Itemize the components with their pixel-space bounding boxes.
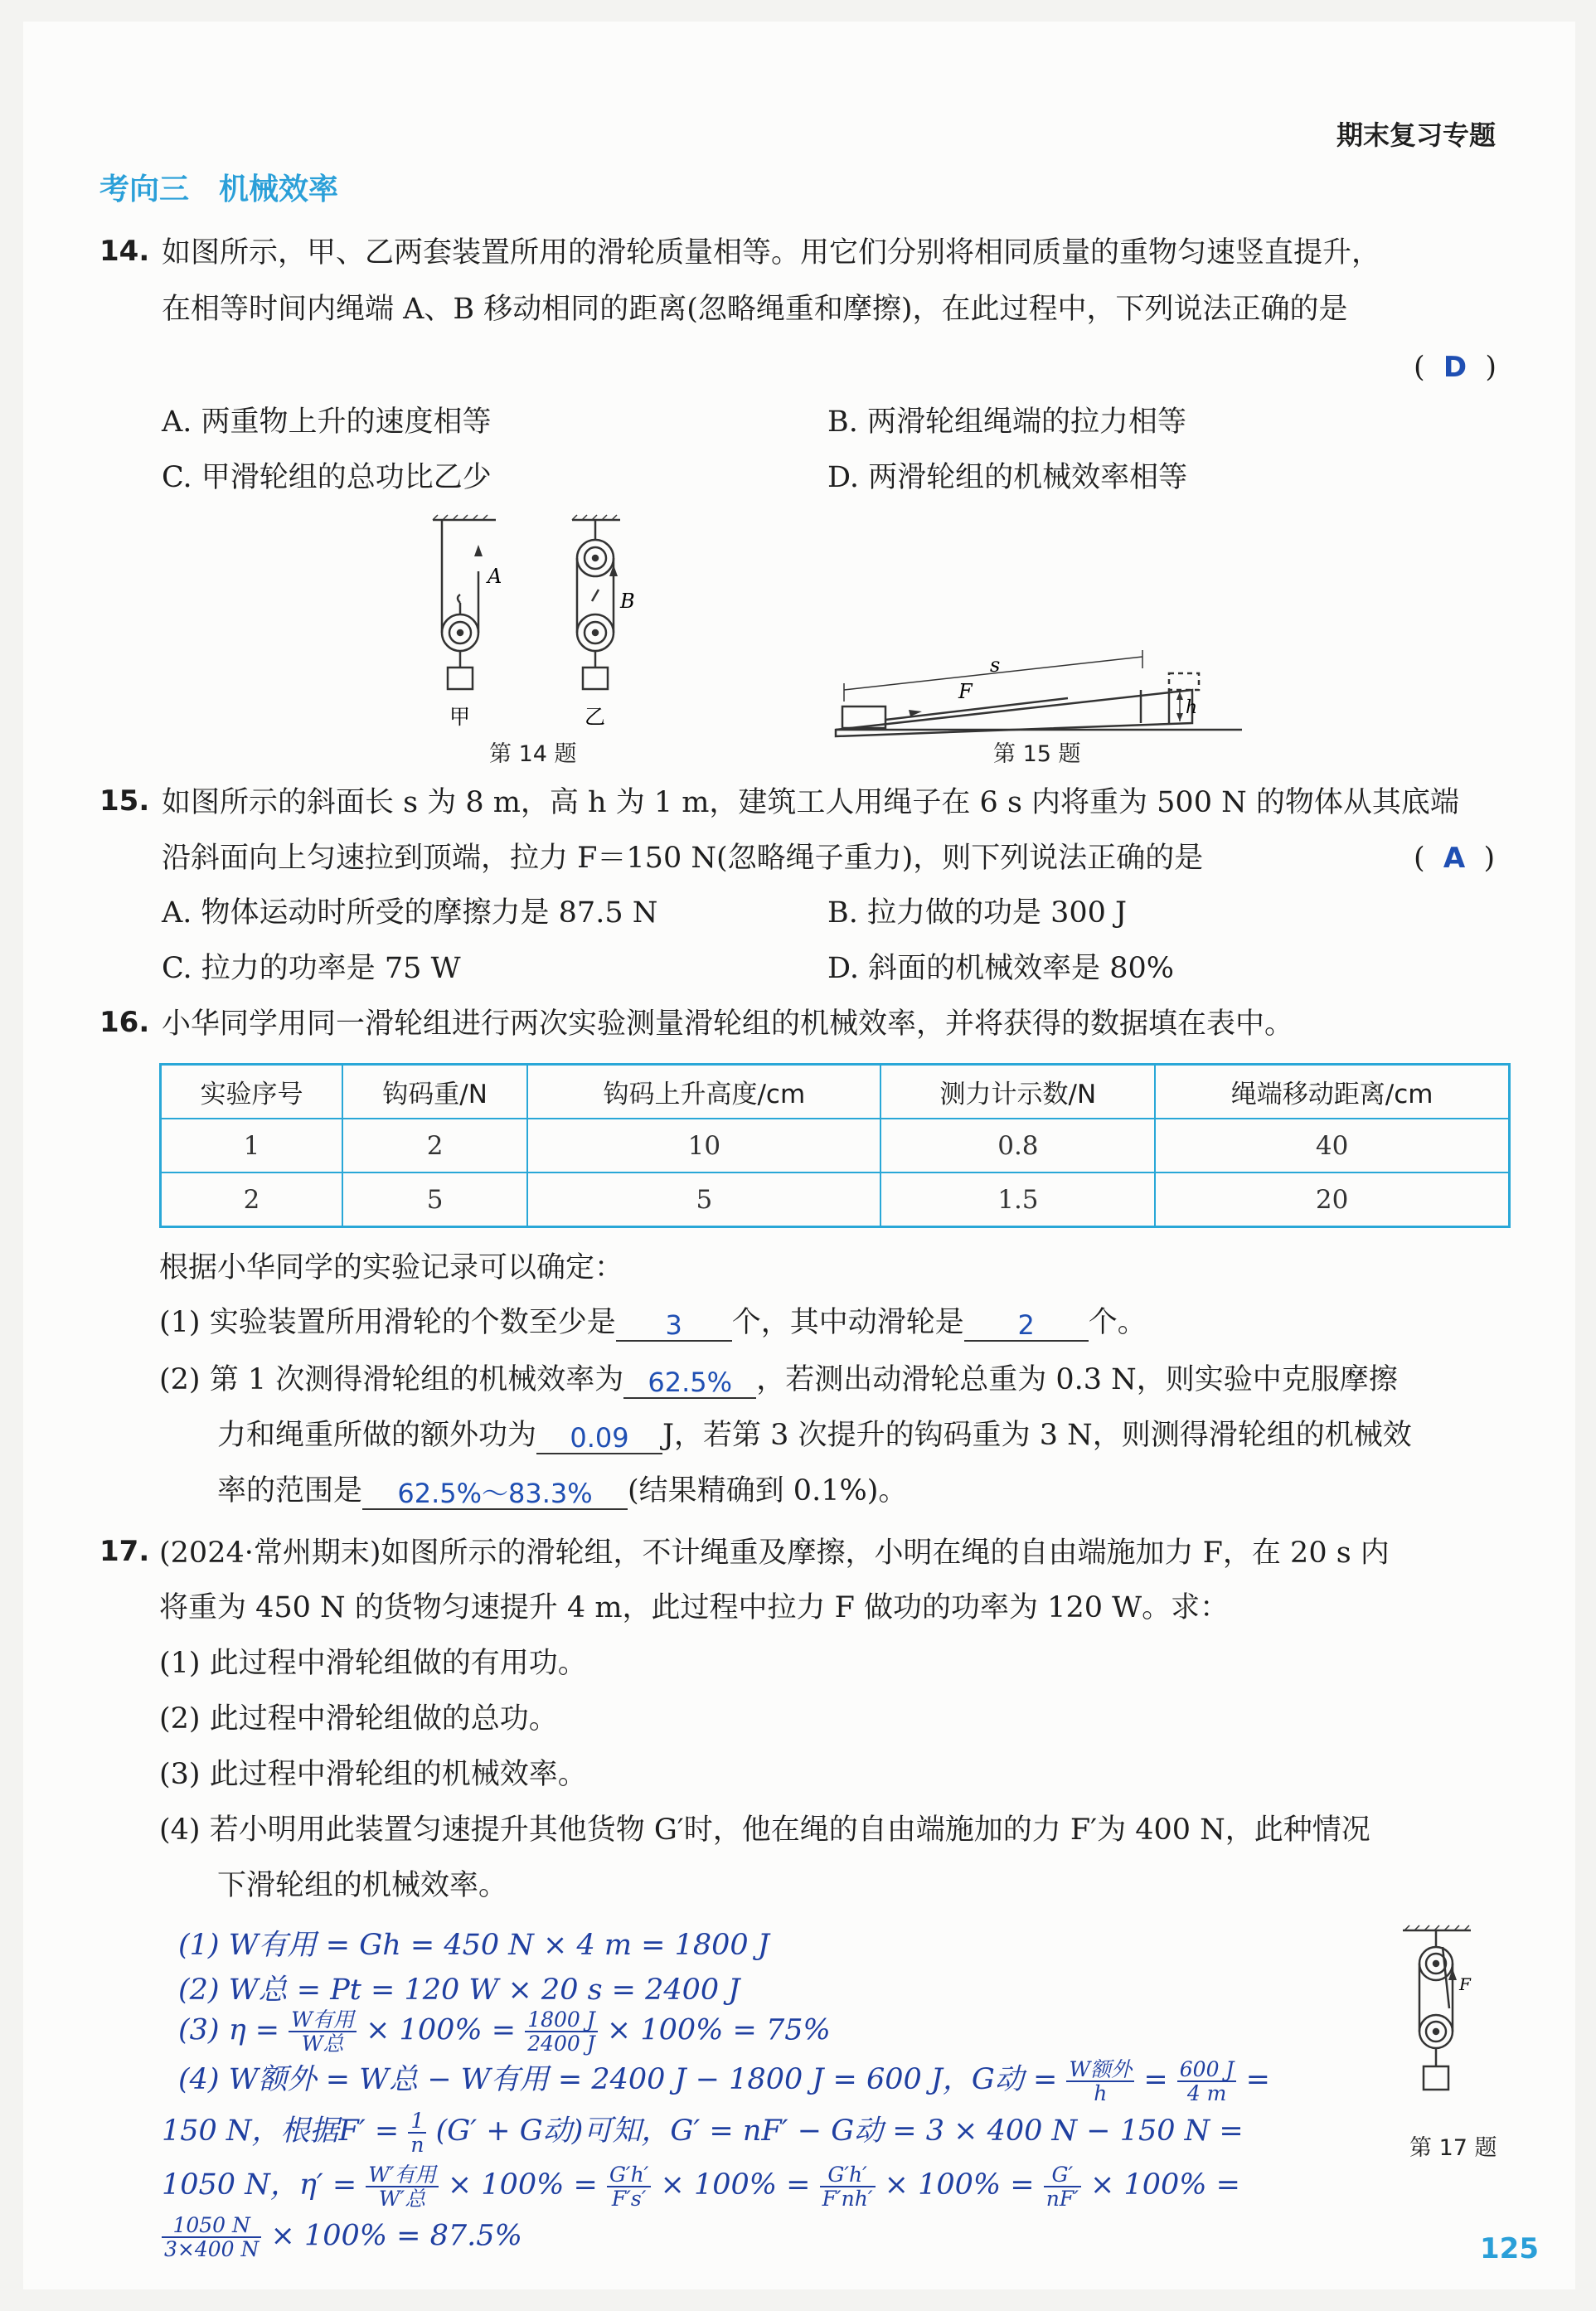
denominator: 3×400 N <box>164 2237 260 2261</box>
fraction <box>1044 2163 1081 2210</box>
answer-letter: A <box>1443 842 1466 875</box>
question-stem: 如图所示，甲、乙两套装置所用的滑轮质量相等。用它们分别将相同质量的重物匀速竖直提升， <box>162 236 1381 269</box>
text: × 100% = <box>884 2168 1044 2202</box>
fraction <box>525 2008 598 2055</box>
table-cell: 2 <box>342 1119 527 1172</box>
table-cell: 1.5 <box>880 1172 1155 1227</box>
label-h: h <box>1186 697 1198 718</box>
answer-letter: D <box>1443 351 1467 384</box>
table-header-row <box>161 1065 1510 1119</box>
numerator: G′h′ <box>820 2163 876 2187</box>
solution-line <box>162 2214 522 2260</box>
denominator: F′s′ <box>611 2186 647 2211</box>
solution-line <box>162 2162 1240 2210</box>
table-row <box>161 1119 1510 1172</box>
denominator: n <box>410 2132 424 2157</box>
denominator: h <box>1094 2080 1108 2105</box>
text: (2) 第 1 次测得滑轮组的机械效率为 <box>159 1363 624 1396</box>
numerator: 600 J <box>1177 2058 1237 2082</box>
text: × 100% = <box>1090 2168 1240 2202</box>
answer-blank: 0.09 <box>536 1423 662 1454</box>
table-header: 实验序号 <box>161 1065 342 1119</box>
question-number: 16. <box>99 1006 150 1039</box>
question-stem: 在相等时间内绳端 A、B 移动相同的距离(忽略绳重和摩擦)，在此过程中，下列说法正确的是 <box>162 293 1348 326</box>
figure-caption: 第 17 题 <box>1409 2135 1497 2161</box>
option-b: B. 两滑轮组绳端的拉力相等 <box>827 405 1186 439</box>
numerator: 1 <box>408 2110 426 2134</box>
sub-question: (1) 此过程中滑轮组做的有用功。 <box>159 1647 587 1680</box>
denominator: W总 <box>301 2032 344 2056</box>
text: (1) 实验装置所用滑轮的个数至少是 <box>159 1306 616 1339</box>
text: = <box>1245 2063 1270 2096</box>
table-cell: 0.8 <box>880 1119 1155 1172</box>
question-stem: 如图所示的斜面长 s 为 8 m，高 h 为 1 m，建筑工人用绳子在 6 s 内将重为 500 N 的物体从其底端 <box>162 786 1459 819</box>
question-number: 15. <box>99 784 150 818</box>
solution-line <box>178 2056 1270 2105</box>
fraction <box>408 2110 426 2156</box>
answer-bracket: ( A ) <box>1414 842 1496 875</box>
sub-question: (3) 此过程中滑轮组的机械效率。 <box>159 1758 587 1791</box>
numerator: 1800 J <box>525 2008 598 2032</box>
option-c: C. 拉力的功率是 75 W <box>162 952 461 985</box>
question-stem: (2024·常州期末)如图所示的滑轮组，不计绳重及摩擦，小明在绳的自由端施加力 F，在 20 s 内 <box>159 1537 1390 1570</box>
table-cell: 10 <box>527 1119 880 1172</box>
label-f: F <box>958 680 973 703</box>
numerator: 1050 N <box>162 2214 261 2238</box>
option-d: D. 斜面的机械效率是 80% <box>827 952 1174 985</box>
fraction <box>1066 2058 1134 2105</box>
pulley-figure <box>1395 1922 1486 2113</box>
table-cell: 20 <box>1155 1172 1509 1227</box>
solution-line: (1) W有用 = Gh = 450 N × 4 m = 1800 J <box>178 1929 769 1962</box>
option-b: B. 拉力做的功是 300 J <box>827 896 1128 930</box>
table-header: 钩码上升高度/cm <box>527 1065 880 1119</box>
option-a: A. 两重物上升的速度相等 <box>162 405 492 439</box>
label-b: B <box>620 590 635 613</box>
table-cell: 2 <box>161 1172 342 1227</box>
label-f: F <box>1459 1974 1471 1994</box>
denominator: W′总 <box>378 2186 426 2211</box>
sub-question <box>217 1472 907 1510</box>
text: 个，其中动滑轮是 <box>731 1306 964 1339</box>
option-a: A. 物体运动时所受的摩擦力是 87.5 N <box>162 896 658 930</box>
table-row <box>161 1172 1510 1227</box>
answer-blank: 3 <box>616 1310 732 1342</box>
text: J，若第 3 次提升的钩码重为 3 N，则测得滑轮组的机械效 <box>662 1419 1412 1452</box>
table-header: 测力计示数/N <box>880 1065 1155 1119</box>
figure-caption: 第 14 题 <box>489 741 577 767</box>
text: × 100% = <box>447 2168 607 2202</box>
label-yi: 乙 <box>585 705 606 729</box>
pulley-figure <box>415 510 647 759</box>
fraction <box>366 2163 438 2210</box>
data-table <box>159 1063 1511 1228</box>
question-number: 14. <box>99 235 150 268</box>
denominator: 4 m <box>1186 2080 1227 2105</box>
text: (4) W额外 = W总 − W有用 = 2400 J − 1800 J = 600 J，G动 = <box>178 2063 1067 2096</box>
text: (G′ + G动)可知，G′ = nF′ − G动 = 3 × 400 N − 150 N = <box>435 2114 1244 2148</box>
text: = <box>1143 2063 1177 2096</box>
sub-question: (4) 若小明用此装置匀速提升其他货物 G′时，他在绳的自由端施加的力 F′为 400 N，此种情况 <box>159 1813 1370 1847</box>
numerator: G′h′ <box>607 2163 651 2187</box>
text: ，若测出动滑轮总重为 0.3 N，则实验中克服摩擦 <box>756 1363 1398 1396</box>
sub-question <box>217 1416 1412 1454</box>
fraction <box>607 2163 651 2210</box>
text: × 100% = <box>366 2013 526 2047</box>
sub-question: 下滑轮组的机械效率。 <box>217 1869 508 1902</box>
label-jia: 甲 <box>449 705 471 729</box>
fraction <box>1177 2058 1237 2105</box>
solution-line <box>162 2108 1244 2156</box>
answer-blank: 62.5%～83.3% <box>362 1478 628 1510</box>
page-number: 125 <box>1480 2232 1539 2265</box>
numerator: G′ <box>1044 2163 1081 2187</box>
topic-heading: 考向三 机械效率 <box>99 172 339 206</box>
fraction <box>289 2008 357 2055</box>
option-c: C. 甲滑轮组的总功比乙少 <box>162 461 492 494</box>
answer-bracket: ( D ) <box>1414 351 1497 384</box>
table-cell: 5 <box>527 1172 880 1227</box>
denominator: nF′ <box>1045 2186 1079 2211</box>
text: (3) η = <box>178 2013 289 2047</box>
answer-blank: 62.5% <box>623 1367 756 1399</box>
option-d: D. 两滑轮组的机械效率相等 <box>827 461 1188 494</box>
question-number: 17. <box>99 1535 150 1568</box>
figure-caption: 第 15 题 <box>993 741 1081 767</box>
text: (结果精确到 0.1%)。 <box>628 1474 908 1507</box>
label-s: s <box>990 653 1001 677</box>
table-cell: 40 <box>1155 1119 1509 1172</box>
text: 个。 <box>1088 1306 1147 1339</box>
table-header: 绳端移动距离/cm <box>1155 1065 1509 1119</box>
question-stem: 沿斜面向上匀速拉到顶端，拉力 F＝150 N(忽略绳子重力)，则下列说法正确的是 <box>162 842 1204 875</box>
text: × 100% = <box>660 2168 820 2202</box>
text: 1050 N，η′ = <box>162 2168 366 2202</box>
text: 率的范围是 <box>217 1474 363 1507</box>
incline-figure <box>827 630 1250 738</box>
text: × 100% = 87.5% <box>270 2219 522 2253</box>
lead-text: 根据小华同学的实验记录可以确定： <box>159 1251 624 1284</box>
fraction <box>162 2214 261 2260</box>
section-title: 期末复习专题 <box>1336 119 1497 151</box>
question-stem: 将重为 450 N 的货物匀速提升 4 m，此过程中拉力 F 做功的功率为 120 W。求： <box>159 1591 1230 1624</box>
solution-line: (2) W总 = Pt = 120 W × 20 s = 2400 J <box>178 1974 740 2007</box>
sub-question <box>159 1361 1398 1399</box>
fraction <box>820 2163 876 2210</box>
table-header: 钩码重/N <box>342 1065 527 1119</box>
text: 力和绳重所做的额外功为 <box>217 1419 537 1452</box>
answer-blank: 2 <box>964 1310 1089 1342</box>
label-a: A <box>488 565 502 588</box>
numerator: W′有用 <box>366 2163 438 2187</box>
text: × 100% = 75% <box>606 2013 831 2047</box>
table-cell: 1 <box>161 1119 342 1172</box>
numerator: W有用 <box>289 2008 357 2032</box>
numerator: W额外 <box>1066 2058 1134 2082</box>
denominator: 2400 J <box>527 2032 595 2056</box>
text: 150 N，根据F′ = <box>162 2114 409 2148</box>
table-cell: 5 <box>342 1172 527 1227</box>
sub-question <box>159 1304 1147 1342</box>
solution-line <box>178 2008 831 2055</box>
sub-question: (2) 此过程中滑轮组做的总功。 <box>159 1702 558 1736</box>
question-stem: 小华同学用同一滑轮组进行两次实验测量滑轮组的机械效率，并将获得的数据填在表中。 <box>162 1007 1294 1041</box>
denominator: F′nh′ <box>822 2186 873 2211</box>
